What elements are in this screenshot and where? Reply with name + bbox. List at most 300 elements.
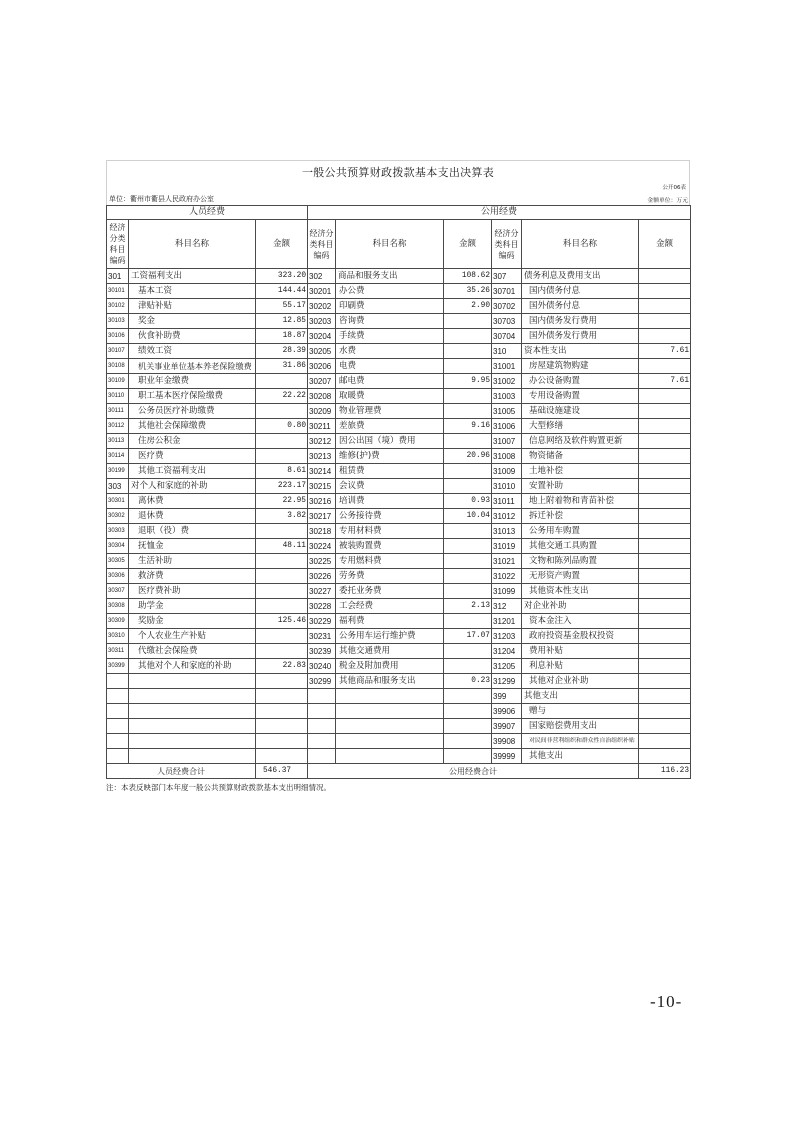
goods-services-code-cell — [308, 719, 336, 734]
goods-services-amount-cell: 35.26 — [444, 284, 492, 299]
col-header-code: 经济分类科目编码 — [107, 220, 129, 269]
personnel-amount-cell — [256, 674, 308, 689]
public-other-amount-cell — [639, 449, 691, 464]
personnel-amount-cell: 0.80 — [256, 419, 308, 434]
goods-services-name-cell: 培训费 — [336, 494, 444, 509]
personnel-code-cell: 30305 — [107, 554, 129, 569]
personnel-name-cell — [129, 734, 256, 749]
col-header-name: 科目名称 — [522, 220, 639, 269]
personnel-amount-cell: 22.22 — [256, 389, 308, 404]
personnel-code-cell: 30309 — [107, 614, 129, 629]
personnel-name-cell: 医疗费补助 — [129, 584, 256, 599]
public-other-name-cell: 公务用车购置 — [522, 524, 639, 539]
personnel-total-label: 人员经费合计 — [107, 764, 256, 779]
table-row — [107, 344, 691, 359]
public-other-code-cell: 31012 — [492, 509, 522, 524]
goods-services-name-cell: 办公费 — [336, 284, 444, 299]
table-row — [107, 464, 691, 479]
goods-services-name-cell: 会议费 — [336, 479, 444, 494]
table-row — [107, 749, 691, 764]
public-other-code-cell: 31003 — [492, 389, 522, 404]
goods-services-code-cell: 30201 — [308, 284, 336, 299]
personnel-name-cell: 对个人和家庭的补助 — [129, 479, 256, 494]
table-row — [107, 734, 691, 749]
goods-services-code-cell: 30205 — [308, 344, 336, 359]
table-row — [107, 284, 691, 299]
table-row — [107, 479, 691, 494]
public-other-amount-cell — [639, 749, 691, 764]
public-other-amount-cell — [639, 734, 691, 749]
public-other-code-cell: 31205 — [492, 659, 522, 674]
personnel-code-cell — [107, 689, 129, 704]
goods-services-amount-cell — [444, 689, 492, 704]
personnel-code-cell: 30110 — [107, 389, 129, 404]
public-other-name-cell: 对企业补助 — [522, 599, 639, 614]
unit-row — [106, 193, 690, 205]
personnel-code-cell: 30114 — [107, 449, 129, 464]
personnel-name-cell: 工资福利支出 — [129, 269, 256, 284]
public-other-amount-cell — [639, 509, 691, 524]
personnel-amount-cell: 18.87 — [256, 329, 308, 344]
goods-services-amount-cell: 108.62 — [444, 269, 492, 284]
personnel-amount-cell: 8.61 — [256, 464, 308, 479]
goods-services-amount-cell: 0.93 — [444, 494, 492, 509]
public-other-amount-cell — [639, 539, 691, 554]
goods-services-amount-cell: 9.95 — [444, 374, 492, 389]
public-other-name-cell: 文物和陈列品购置 — [522, 554, 639, 569]
public-other-amount-cell — [639, 569, 691, 584]
goods-services-amount-cell — [444, 704, 492, 719]
public-other-code-cell: 31005 — [492, 404, 522, 419]
amount-unit: 金额单位：万元 — [647, 197, 688, 204]
public-total-label: 公用经费合计 — [308, 764, 639, 779]
personnel-amount-cell — [256, 749, 308, 764]
goods-services-name-cell — [336, 704, 444, 719]
goods-services-amount-cell — [444, 359, 492, 374]
table-body — [107, 269, 691, 764]
personnel-amount-cell — [256, 629, 308, 644]
personnel-code-cell: 30302 — [107, 509, 129, 524]
goods-services-name-cell: 印刷费 — [336, 299, 444, 314]
personnel-code-cell — [107, 719, 129, 734]
personnel-name-cell — [129, 749, 256, 764]
public-other-name-cell: 基础设施建设 — [522, 404, 639, 419]
personnel-name-cell: 救济费 — [129, 569, 256, 584]
goods-services-name-cell: 专用燃料费 — [336, 554, 444, 569]
goods-services-name-cell — [336, 689, 444, 704]
personnel-code-cell: 30311 — [107, 644, 129, 659]
table-row — [107, 554, 691, 569]
goods-services-code-cell: 30217 — [308, 509, 336, 524]
personnel-name-cell: 个人农业生产补贴 — [129, 629, 256, 644]
public-other-code-cell: 31013 — [492, 524, 522, 539]
public-other-code-cell: 39999 — [492, 749, 522, 764]
public-other-code-cell: 31204 — [492, 644, 522, 659]
goods-services-amount-cell — [444, 389, 492, 404]
group-header-personnel: 人员经费 — [107, 206, 308, 220]
public-other-amount-cell — [639, 554, 691, 569]
personnel-amount-cell — [256, 404, 308, 419]
table-row — [107, 509, 691, 524]
public-other-amount-cell — [639, 584, 691, 599]
personnel-code-cell: 30113 — [107, 434, 129, 449]
goods-services-code-cell: 30229 — [308, 614, 336, 629]
personnel-amount-cell: 31.86 — [256, 359, 308, 374]
goods-services-name-cell: 邮电费 — [336, 374, 444, 389]
personnel-code-cell: 30102 — [107, 299, 129, 314]
public-other-name-cell: 无形资产购置 — [522, 569, 639, 584]
public-other-name-cell: 房屋建筑物购建 — [522, 359, 639, 374]
public-other-name-cell: 其他资本性支出 — [522, 584, 639, 599]
personnel-amount-cell — [256, 644, 308, 659]
goods-services-amount-cell: 17.07 — [444, 629, 492, 644]
goods-services-amount-cell: 9.16 — [444, 419, 492, 434]
personnel-code-cell: 303 — [107, 479, 129, 494]
public-other-code-cell: 31022 — [492, 569, 522, 584]
public-other-amount-cell — [639, 269, 691, 284]
goods-services-amount-cell — [444, 584, 492, 599]
table-row — [107, 329, 691, 344]
personnel-name-cell: 助学金 — [129, 599, 256, 614]
public-other-amount-cell — [639, 329, 691, 344]
goods-services-amount-cell: 20.96 — [444, 449, 492, 464]
public-other-name-cell: 专用设备购置 — [522, 389, 639, 404]
goods-services-amount-cell — [444, 464, 492, 479]
goods-services-name-cell: 专用材料费 — [336, 524, 444, 539]
public-other-amount-cell — [639, 299, 691, 314]
public-other-name-cell: 其他对企业补助 — [522, 674, 639, 689]
goods-services-amount-cell — [444, 719, 492, 734]
table-row — [107, 644, 691, 659]
personnel-total-amount: 546.37 — [256, 764, 308, 779]
table-row — [107, 614, 691, 629]
table-row — [107, 719, 691, 734]
public-other-amount-cell — [639, 674, 691, 689]
public-other-name-cell: 物资储备 — [522, 449, 639, 464]
goods-services-code-cell: 30213 — [308, 449, 336, 464]
goods-services-code-cell: 30228 — [308, 599, 336, 614]
goods-services-code-cell — [308, 734, 336, 749]
goods-services-name-cell: 公务接待费 — [336, 509, 444, 524]
reporting-unit: 单位：衢州市衢县人民政府办公室 — [109, 195, 214, 203]
personnel-name-cell: 生活补助 — [129, 554, 256, 569]
personnel-code-cell: 30107 — [107, 344, 129, 359]
goods-services-amount-cell — [444, 554, 492, 569]
public-other-name-cell: 其他支出 — [522, 749, 639, 764]
goods-services-name-cell: 维修(护)费 — [336, 449, 444, 464]
public-other-name-cell: 利息补贴 — [522, 659, 639, 674]
goods-services-amount-cell — [444, 614, 492, 629]
public-other-amount-cell — [639, 314, 691, 329]
goods-services-name-cell: 租赁费 — [336, 464, 444, 479]
page-number: -10- — [650, 992, 683, 1011]
goods-services-code-cell: 30212 — [308, 434, 336, 449]
public-other-amount-cell — [639, 389, 691, 404]
public-other-code-cell: 31201 — [492, 614, 522, 629]
goods-services-amount-cell — [444, 524, 492, 539]
personnel-amount-cell: 22.83 — [256, 659, 308, 674]
goods-services-amount-cell — [444, 434, 492, 449]
goods-services-name-cell: 咨询费 — [336, 314, 444, 329]
table-row — [107, 404, 691, 419]
personnel-amount-cell — [256, 584, 308, 599]
personnel-code-cell — [107, 734, 129, 749]
goods-services-amount-cell: 2.90 — [444, 299, 492, 314]
public-other-name-cell: 安置补助 — [522, 479, 639, 494]
personnel-amount-cell: 3.82 — [256, 509, 308, 524]
public-other-amount-cell — [639, 614, 691, 629]
goods-services-code-cell: 30208 — [308, 389, 336, 404]
personnel-amount-cell — [256, 719, 308, 734]
personnel-amount-cell: 323.20 — [256, 269, 308, 284]
col-header-amount: 金额 — [256, 220, 308, 269]
goods-services-amount-cell — [444, 344, 492, 359]
form-number: 公开06表 — [106, 184, 690, 193]
goods-services-code-cell: 30214 — [308, 464, 336, 479]
personnel-name-cell: 公务员医疗补助缴费 — [129, 404, 256, 419]
table-row — [107, 449, 691, 464]
public-other-name-cell: 拆迁补偿 — [522, 509, 639, 524]
public-other-amount-cell — [639, 689, 691, 704]
table-row — [107, 689, 691, 704]
goods-services-name-cell: 公务用车运行维护费 — [336, 629, 444, 644]
footnote: 注：本表反映部门本年度一般公共预算财政拨款基本支出明细情况。 — [106, 783, 331, 792]
public-other-name-cell: 国外债务付息 — [522, 299, 639, 314]
personnel-name-cell — [129, 674, 256, 689]
goods-services-name-cell: 手续费 — [336, 329, 444, 344]
personnel-amount-cell: 223.17 — [256, 479, 308, 494]
personnel-amount-cell: 55.17 — [256, 299, 308, 314]
goods-services-code-cell: 30215 — [308, 479, 336, 494]
public-other-amount-cell — [639, 434, 691, 449]
public-other-name-cell: 资本性支出 — [522, 344, 639, 359]
table-row — [107, 374, 691, 389]
public-other-code-cell: 31009 — [492, 464, 522, 479]
goods-services-code-cell: 30227 — [308, 584, 336, 599]
public-other-name-cell: 国内债务付息 — [522, 284, 639, 299]
table-row — [107, 599, 691, 614]
goods-services-amount-cell: 10.04 — [444, 509, 492, 524]
goods-services-amount-cell — [444, 404, 492, 419]
public-other-amount-cell: 7.61 — [639, 374, 691, 389]
personnel-code-cell: 30111 — [107, 404, 129, 419]
personnel-name-cell: 离休费 — [129, 494, 256, 509]
table-row — [107, 629, 691, 644]
personnel-name-cell: 伙食补助费 — [129, 329, 256, 344]
public-other-amount-cell — [639, 479, 691, 494]
table-row — [107, 524, 691, 539]
public-other-name-cell: 信息网络及软件购置更新 — [522, 434, 639, 449]
table-row — [107, 659, 691, 674]
public-other-code-cell: 31099 — [492, 584, 522, 599]
goods-services-code-cell: 30211 — [308, 419, 336, 434]
public-other-name-cell: 债务利息及费用支出 — [522, 269, 639, 284]
goods-services-name-cell: 差旅费 — [336, 419, 444, 434]
table-row — [107, 359, 691, 374]
goods-services-amount-cell: 2.13 — [444, 599, 492, 614]
table-row — [107, 419, 691, 434]
public-other-code-cell: 31019 — [492, 539, 522, 554]
goods-services-name-cell: 福利费 — [336, 614, 444, 629]
table-row — [107, 389, 691, 404]
col-header-name: 科目名称 — [129, 220, 256, 269]
personnel-name-cell: 津贴补贴 — [129, 299, 256, 314]
public-other-code-cell: 31011 — [492, 494, 522, 509]
personnel-name-cell: 退职（役）费 — [129, 524, 256, 539]
goods-services-name-cell: 取暖费 — [336, 389, 444, 404]
public-other-name-cell: 其他交通工具购置 — [522, 539, 639, 554]
goods-services-amount-cell — [444, 659, 492, 674]
public-other-code-cell: 31203 — [492, 629, 522, 644]
goods-services-name-cell: 被装购置费 — [336, 539, 444, 554]
table-row — [107, 539, 691, 554]
personnel-code-cell: 30108 — [107, 359, 129, 374]
personnel-name-cell: 退休费 — [129, 509, 256, 524]
personnel-amount-cell — [256, 434, 308, 449]
personnel-name-cell: 住房公积金 — [129, 434, 256, 449]
goods-services-name-cell: 物业管理费 — [336, 404, 444, 419]
goods-services-code-cell: 30203 — [308, 314, 336, 329]
personnel-amount-cell — [256, 704, 308, 719]
col-header-amount: 金额 — [444, 220, 492, 269]
personnel-name-cell: 代缴社会保险费 — [129, 644, 256, 659]
goods-services-amount-cell — [444, 329, 492, 344]
personnel-name-cell: 职业年金缴费 — [129, 374, 256, 389]
public-other-code-cell: 399 — [492, 689, 522, 704]
personnel-amount-cell — [256, 599, 308, 614]
public-other-amount-cell — [639, 419, 691, 434]
public-other-name-cell: 土地补偿 — [522, 464, 639, 479]
goods-services-code-cell: 30231 — [308, 629, 336, 644]
goods-services-amount-cell — [444, 539, 492, 554]
public-other-name-cell: 地上附着物和青苗补偿 — [522, 494, 639, 509]
public-other-code-cell: 31001 — [492, 359, 522, 374]
goods-services-name-cell: 其他商品和服务支出 — [336, 674, 444, 689]
personnel-amount-cell — [256, 554, 308, 569]
public-other-code-cell: 30702 — [492, 299, 522, 314]
personnel-amount-cell: 22.95 — [256, 494, 308, 509]
table-row — [107, 434, 691, 449]
personnel-name-cell: 其他对个人和家庭的补助 — [129, 659, 256, 674]
personnel-code-cell: 30303 — [107, 524, 129, 539]
public-other-code-cell: 31021 — [492, 554, 522, 569]
personnel-name-cell: 其他工资福利支出 — [129, 464, 256, 479]
table-row — [107, 674, 691, 689]
personnel-name-cell — [129, 704, 256, 719]
personnel-name-cell — [129, 719, 256, 734]
public-other-code-cell: 31299 — [492, 674, 522, 689]
personnel-amount-cell — [256, 524, 308, 539]
public-other-name-cell: 国家赔偿费用支出 — [522, 719, 639, 734]
goods-services-code-cell: 30207 — [308, 374, 336, 389]
goods-services-code-cell: 30216 — [308, 494, 336, 509]
public-other-amount-cell — [639, 494, 691, 509]
personnel-amount-cell — [256, 449, 308, 464]
goods-services-code-cell: 302 — [308, 269, 336, 284]
public-other-name-cell: 办公设备购置 — [522, 374, 639, 389]
report-sheet — [106, 160, 690, 779]
goods-services-name-cell: 因公出国（境）费用 — [336, 434, 444, 449]
group-header-row — [107, 206, 691, 220]
public-other-name-cell: 大型修缮 — [522, 419, 639, 434]
public-other-code-cell: 31007 — [492, 434, 522, 449]
goods-services-code-cell: 30239 — [308, 644, 336, 659]
personnel-amount-cell — [256, 689, 308, 704]
goods-services-amount-cell — [444, 569, 492, 584]
public-other-name-cell: 政府投资基金股权投资 — [522, 629, 639, 644]
table-row — [107, 494, 691, 509]
public-other-name-cell: 资本金注入 — [522, 614, 639, 629]
table-row — [107, 314, 691, 329]
public-total-amount: 116.23 — [639, 764, 691, 779]
goods-services-code-cell: 30218 — [308, 524, 336, 539]
col-header-amount: 金额 — [639, 220, 691, 269]
public-other-amount-cell — [639, 719, 691, 734]
personnel-code-cell: 30307 — [107, 584, 129, 599]
personnel-code-cell: 30399 — [107, 659, 129, 674]
personnel-name-cell: 职工基本医疗保险缴费 — [129, 389, 256, 404]
personnel-amount-cell: 28.39 — [256, 344, 308, 359]
goods-services-amount-cell: 0.23 — [444, 674, 492, 689]
personnel-code-cell: 30199 — [107, 464, 129, 479]
personnel-name-cell: 基本工资 — [129, 284, 256, 299]
public-other-code-cell: 31006 — [492, 419, 522, 434]
goods-services-code-cell: 30240 — [308, 659, 336, 674]
table-row — [107, 704, 691, 719]
total-row — [107, 764, 691, 779]
personnel-amount-cell: 12.85 — [256, 314, 308, 329]
goods-services-code-cell: 30225 — [308, 554, 336, 569]
expenditure-table — [106, 205, 691, 779]
public-other-code-cell: 310 — [492, 344, 522, 359]
table-row — [107, 299, 691, 314]
public-other-code-cell: 312 — [492, 599, 522, 614]
public-other-code-cell: 39906 — [492, 704, 522, 719]
public-other-code-cell: 31010 — [492, 479, 522, 494]
personnel-code-cell: 30101 — [107, 284, 129, 299]
personnel-name-cell: 奖励金 — [129, 614, 256, 629]
goods-services-code-cell: 30206 — [308, 359, 336, 374]
public-other-name-cell: 费用补贴 — [522, 644, 639, 659]
goods-services-name-cell: 电费 — [336, 359, 444, 374]
public-other-name-cell: 其他支出 — [522, 689, 639, 704]
personnel-amount-cell — [256, 374, 308, 389]
public-other-code-cell: 307 — [492, 269, 522, 284]
personnel-name-cell: 绩效工资 — [129, 344, 256, 359]
public-other-code-cell: 31008 — [492, 449, 522, 464]
public-other-name-cell: 赠与 — [522, 704, 639, 719]
table-row — [107, 269, 691, 284]
goods-services-name-cell: 商品和服务支出 — [336, 269, 444, 284]
public-other-amount-cell — [639, 629, 691, 644]
goods-services-name-cell: 劳务费 — [336, 569, 444, 584]
personnel-name-cell: 奖金 — [129, 314, 256, 329]
personnel-name-cell: 其他社会保障缴费 — [129, 419, 256, 434]
public-other-code-cell: 31002 — [492, 374, 522, 389]
personnel-code-cell — [107, 704, 129, 719]
personnel-code-cell: 30112 — [107, 419, 129, 434]
goods-services-name-cell — [336, 734, 444, 749]
public-other-amount-cell — [639, 524, 691, 539]
public-other-code-cell: 30703 — [492, 314, 522, 329]
public-other-amount-cell — [639, 599, 691, 614]
personnel-amount-cell: 48.11 — [256, 539, 308, 554]
goods-services-code-cell: 30204 — [308, 329, 336, 344]
goods-services-amount-cell — [444, 734, 492, 749]
personnel-name-cell: 医疗费 — [129, 449, 256, 464]
personnel-name-cell: 抚恤金 — [129, 539, 256, 554]
public-other-name-cell: 国内债务发行费用 — [522, 314, 639, 329]
